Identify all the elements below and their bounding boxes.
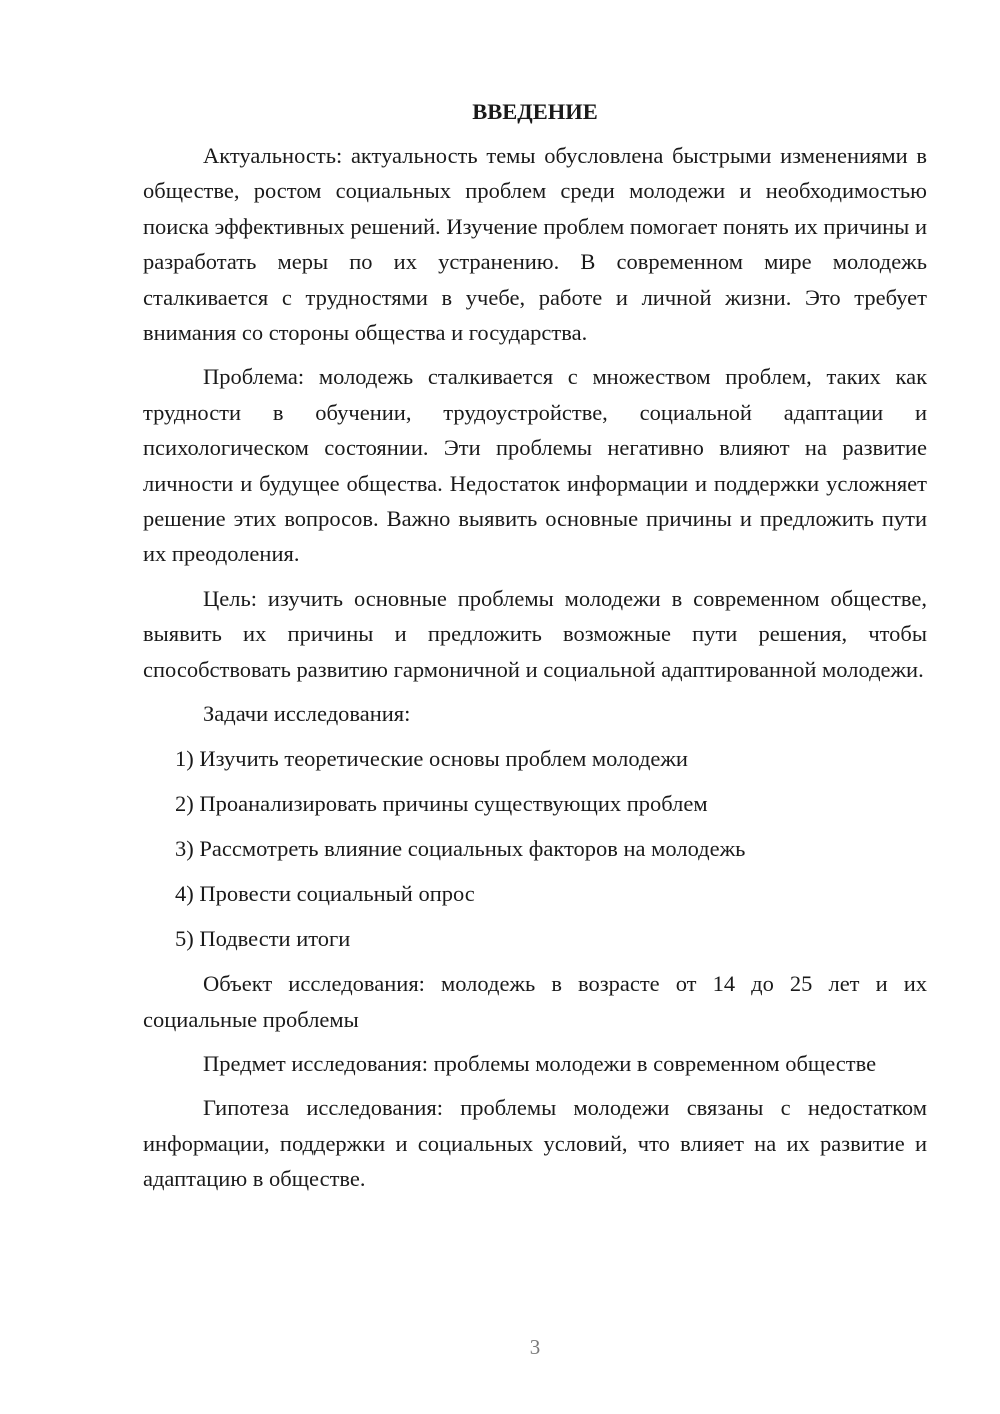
list-item: 3) Рассмотреть влияние социальных факторов на молодежь	[175, 836, 746, 862]
document-page	[143, 94, 927, 1206]
subject-paragraph: Предмет исследования: проблемы молодежи в современном обществе	[203, 1050, 877, 1076]
tasks-list	[143, 741, 927, 956]
page-number: 3	[529, 1335, 541, 1359]
list-item: 2) Проанализировать причины существующих проблем	[175, 791, 708, 817]
object-paragraph: Объект исследования: молодежь в возрасте от 14 до 25 лет и их социальные проблемы	[143, 971, 927, 1032]
problem-paragraph: Проблема: молодежь сталкивается с множеством проблем, таких как трудности в обучении, трудоустройстве, социальной адаптации и психологическом состоянии. Эти проблемы негативно влияют на развитие личности и будущее общества. Недостаток информации и поддержки усложняет решение этих вопросов. Важно выявить основные причины и предложить пути их преодоления.	[143, 364, 927, 567]
list-item: 4) Провести социальный опрос	[175, 881, 475, 907]
list-item: 1) Изучить теоретические основы проблем молодежи	[175, 746, 688, 772]
hypothesis-paragraph: Гипотеза исследования: проблемы молодежи связаны с недостатком информации, поддержки и социальных условий, что влияет на их развитие и адаптацию в обществе.	[143, 1095, 927, 1192]
document-heading: ВВЕДЕНИЕ	[472, 99, 598, 124]
tasks-heading: Задачи исследования:	[203, 701, 411, 727]
relevance-paragraph: Актуальность: актуальность темы обусловлена быстрыми изменениями в обществе, ростом социальных проблем среди молодежи и необходимостью поиска эффективных решений. Изучение проблем помогает понять их причины и разработать меры по их устранению. В современном мире молодежь сталкивается с трудностями в учебе, работе и личной жизни. Это требует внимания со стороны общества и государства.	[143, 143, 927, 346]
list-item: 5) Подвести итоги	[175, 926, 351, 952]
goal-paragraph: Цель: изучить основные проблемы молодежи в современном обществе, выявить их причины и предложить возможные пути решения, чтобы способствовать развитию гармоничной и социальной адаптированной молодежи.	[143, 585, 927, 682]
